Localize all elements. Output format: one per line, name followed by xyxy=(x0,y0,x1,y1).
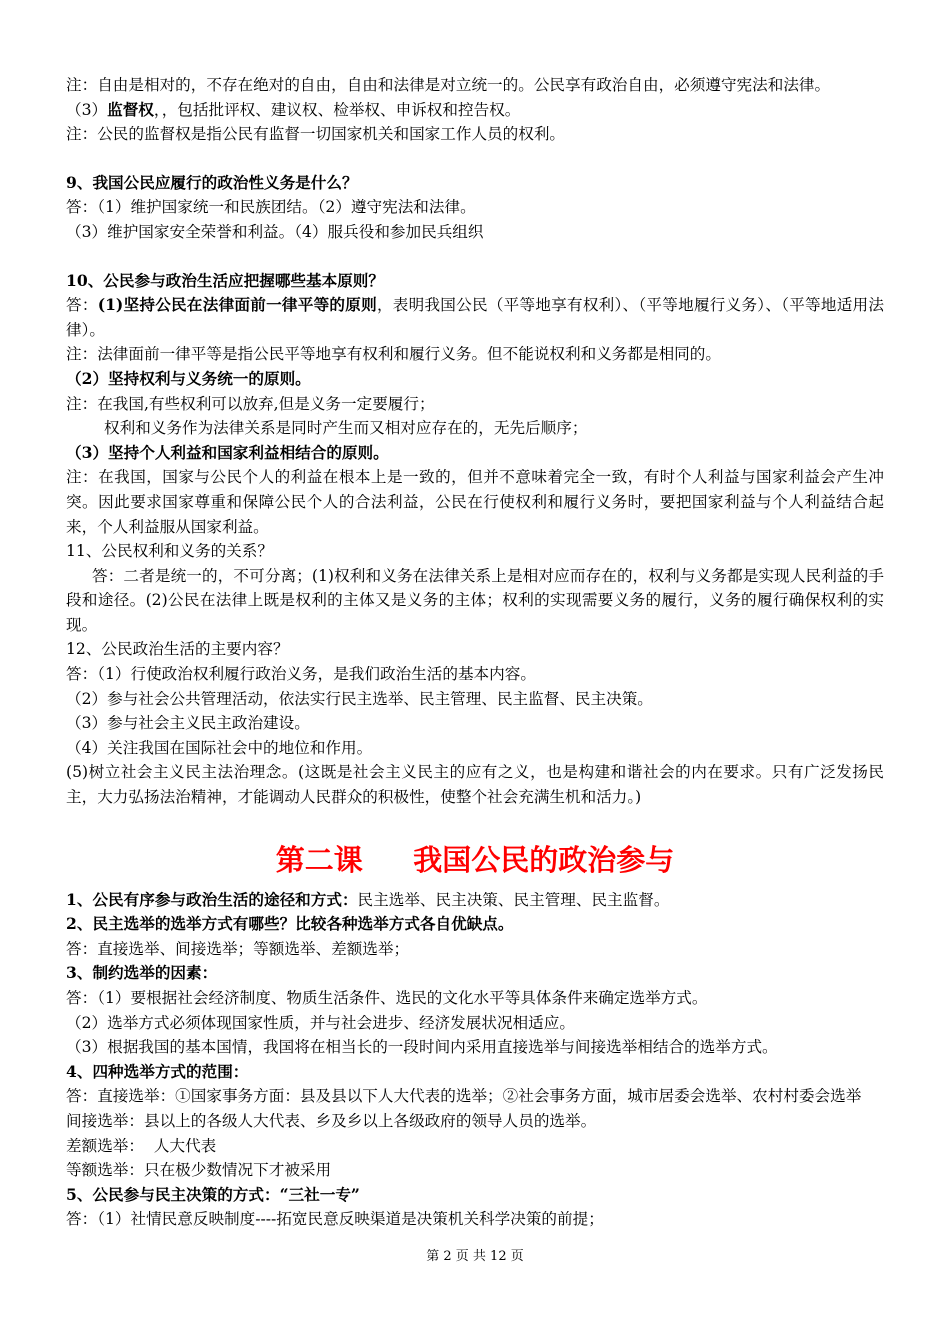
question-10-note-2b: 权利和义务作为法律关系是同时产生而又相对应存在的，无先后顺序； xyxy=(104,419,588,438)
question-12-title: 12、公民政治生活的主要内容？ xyxy=(66,640,289,659)
spacer xyxy=(66,147,884,171)
chapter-title: 第二课 我国公民的政治参与 xyxy=(275,842,675,877)
spacer xyxy=(66,245,884,269)
supervision-right-term: 监督权 xyxy=(107,99,154,119)
section-1: 1、公民有序参与政治生活的途径和方式：民主选举、民主决策、民主管理、民主监督。 xyxy=(66,889,670,909)
section-3-answer-3: （3）根据我国的基本国情，我国将在相当长的一段时间内采用直接选举与间接选举相结合的选举方式。 xyxy=(66,1038,778,1057)
question-9-answer-2: （3）维护国家安全荣誉和利益。（4）服兵役和参加民兵组织 xyxy=(66,222,484,241)
section-3-answer-1: 答：（1）要根据社会经济制度、物质生活条件、选民的文化水平等具体条件来确定选举方式。 xyxy=(66,989,708,1007)
question-12-answer-4: （4）关注我国在国际社会中的地位和作用。 xyxy=(66,738,373,757)
section-3-title: 3、制约选举的因素： xyxy=(66,963,218,983)
question-11-answer: 答：二者是统一的，不可分离；(1)权利和义务在法律关系上是相对应而存在的，权利与义务都是实现人民利益的手段和途径。(2)公民在法律上既是权利的主体又是义务的主体；权利的实现需要义务的履行，义务的履行确保权利的实现。 xyxy=(66,566,884,634)
note-supervision: 注：公民的监督权是指公民有监督一切国家机关和国家工作人员的权利。 xyxy=(66,125,566,144)
question-10-principle-2: （2）坚持权利与义务统一的原则。 xyxy=(66,368,311,388)
question-10-note-2a: 注：在我国,有些权利可以放弃,但是义务一定要履行； xyxy=(66,394,435,413)
question-10-principle-1: 答：(1)坚持公民在法律面前一律平等的原则，表明我国公民（平等地享有权利）、（平等地履行义务）、（平等地适用法律）。 xyxy=(66,295,884,339)
question-12-answer-1: 答：（1）行使政治权利履行政治义务，是我们政治生活的基本内容。 xyxy=(66,665,536,684)
section-4-answer-4: 等额选举：只在极少数情况下才被采用 xyxy=(66,1161,332,1180)
question-11-title: 11、公民权利和义务的关系？ xyxy=(66,542,273,561)
section-4-title: 4、四种选举方式的范围： xyxy=(66,1061,249,1081)
section-3-answer-2: （2）选举方式必须体现国家性质，并与社会进步、经济发展状况相适应。 xyxy=(66,1013,575,1032)
section-2-answer: 答：直接选举、间接选举；等额选举、差额选举； xyxy=(66,939,410,958)
section-4-answer-1: 答：直接选举：①国家事务方面：县及县以下人大代表的选举；②社会事务方面，城市居委会选举、农村村委会选举 xyxy=(66,1087,862,1106)
question-9-answer-1: 答：（1）维护国家统一和民族团结。（2）遵守宪法和法律。 xyxy=(66,198,476,217)
question-10-note-3: 注：在我国，国家与公民个人的利益在根本上是一致的，但并不意味着完全一致，有时个人利益与国家利益会产生冲突。因此要求国家尊重和保障公民个人的合法利益，公民在行使权利和履行义务时，要把国家利益与个人利益结合起来，个人利益服从国家利益。 xyxy=(66,468,884,536)
section-5-answer-1: 答：（1）社情民意反映制度----拓宽民意反映渠道是决策机关科学决策的前提； xyxy=(66,1210,604,1229)
note-freedom: 注：自由是相对的，不存在绝对的自由，自由和法律是对立统一的。公民享有政治自由，必须遵守宪法和法律。 xyxy=(66,76,831,94)
section-4-answer-3: 差额选举： 人大代表 xyxy=(66,1136,217,1155)
section-2-title: 2、民主选举的选举方式有哪些？比较各种选举方式各自优缺点。 xyxy=(66,914,514,934)
question-10-title: 10、公民参与政治生活应把握哪些基本原则？ xyxy=(66,270,384,290)
section-5-title: 5、公民参与民主决策的方式：“三社一专” xyxy=(66,1184,360,1204)
question-10-note-1: 注：法律面前一律平等是指公民平等地享有权利和履行义务。但不能说权利和义务都是相同的。 xyxy=(66,345,721,364)
question-9-title: 9、我国公民应履行的政治性义务是什么？ xyxy=(66,172,358,192)
page-footer: 第 2 页 共 12 页 xyxy=(426,1249,524,1264)
question-10-principle-3: （3）坚持个人利益和国家利益相结合的原则。 xyxy=(66,442,389,462)
section-4-answer-2: 间接选举：县以上的各级人大代表、乡及乡以上各级政府的领导人员的选举。 xyxy=(66,1111,597,1130)
supervision-right-line: （3）监督权，，包括批评权、建议权、检举权、申诉权和控告权。 xyxy=(66,99,521,119)
question-12-answer-2: （2）参与社会公共管理活动，依法实行民主选举、民主管理、民主监督、民主决策。 xyxy=(66,689,653,708)
question-12-answer-3: （3）参与社会主义民主政治建设。 xyxy=(66,714,310,733)
question-12-answer-5: (5)树立社会主义民主法治理念。(这既是社会主义民主的应有之义，也是构建和谐社会的内在要求。只有广泛发扬民主，大力弘扬法治精神，才能调动人民群众的积极性，使整个社会充满生机和活力。) xyxy=(66,763,884,807)
